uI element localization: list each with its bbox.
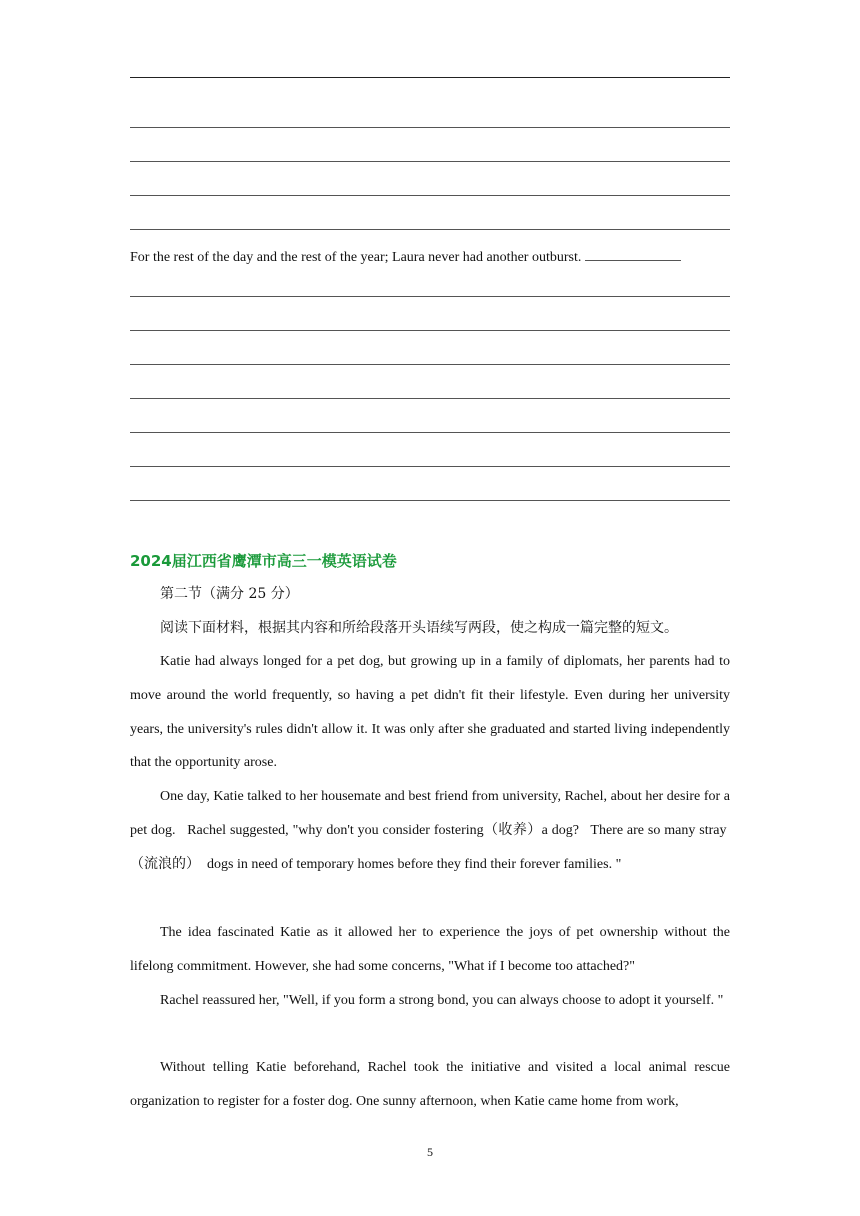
answer-line xyxy=(130,161,730,162)
story-paragraph-4: Rachel reassured her, "Well, if you form a strong bond, you can always choose to adopt it yourself. " xyxy=(160,993,724,1008)
page-number: 5 xyxy=(427,1145,433,1159)
answer-line xyxy=(130,229,730,230)
answer-line xyxy=(130,466,730,467)
answer-line xyxy=(130,364,730,365)
story-paragraph-1: Katie had always longed for a pet dog, but growing up in a family of diplomats, her parents had to move around the world frequently, so having a pet didn't fit their lifestyle. Even during her university years, the university's rules didn't allow it. It was only after she graduated and started living independently that the opportunity arose. xyxy=(130,654,730,771)
continuation-prompt xyxy=(130,248,730,266)
answer-line xyxy=(130,127,730,128)
story-paragraph-2: One day, Katie talked to her housemate and best friend from university, Rachel, about her desire for a pet dog. Rachel suggested, "why don't you consider fostering（收养）a dog? There are so many stray （流浪的） dogs in need of temporary homes before they find their forever families. " xyxy=(130,789,730,872)
answer-line xyxy=(130,500,730,501)
section-part: 第二节（满分 25 分） xyxy=(160,586,299,602)
instructions: 阅读下面材料，根据其内容和所给段落开头语续写两段，使之构成一篇完整的短文。 xyxy=(160,620,678,636)
answer-line xyxy=(130,398,730,399)
answer-line xyxy=(130,432,730,433)
top-rule xyxy=(130,77,730,78)
continuation-prompt-text: For the rest of the day and the rest of the year; Laura never had another outburst. xyxy=(130,250,582,265)
section-title: 2024届江西省鹰潭市高三一模英语试卷 xyxy=(130,552,397,570)
answer-line xyxy=(130,195,730,196)
answer-line xyxy=(130,330,730,331)
answer-line xyxy=(130,296,730,297)
story-paragraph-3: The idea fascinated Katie as it allowed her to experience the joys of pet ownership without the lifelong commitment. However, she had some concerns, "What if I become too attached?" xyxy=(130,925,730,974)
story-paragraph-5: Without telling Katie beforehand, Rachel took the initiative and visited a local animal rescue organization to register for a foster dog. One sunny afternoon, when Katie came home from work, xyxy=(130,1060,730,1109)
prompt-blank xyxy=(585,248,681,261)
